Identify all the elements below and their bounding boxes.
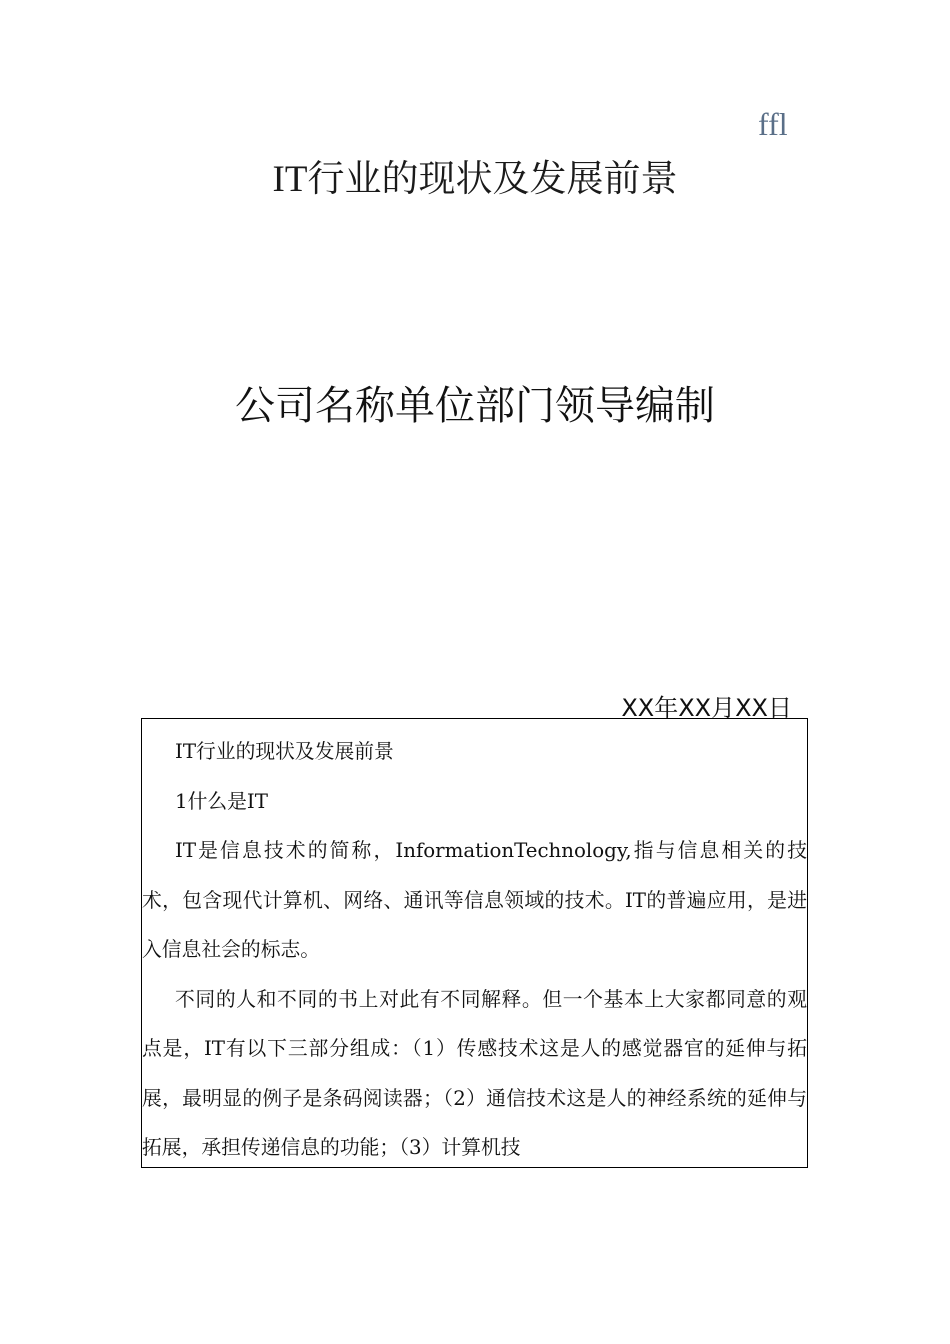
logo-mark: ffl bbox=[758, 106, 788, 142]
body-heading: IT行业的现状及发展前景 bbox=[175, 740, 394, 763]
document-title: IT行业的现状及发展前景 bbox=[272, 159, 678, 200]
section-title: 1什么是IT bbox=[175, 789, 268, 813]
paragraph-it-definition: IT是信息技术的简称，InformationTechnology,指与信息相关的技术，包含现代计算机、网络、通讯等信息领域的技术。IT的普遍应用，是进入信息社会的标志。 bbox=[142, 839, 807, 961]
date-line: XX年XX月XX日 bbox=[621, 694, 792, 722]
content-frame bbox=[141, 718, 808, 1168]
organization-line: 公司名称单位部门领导编制 bbox=[235, 383, 715, 429]
paragraph-it-components: 不同的人和不同的书上对此有不同解释。但一个基本上大家都同意的观点是，IT有以下三部分组成：（1）传感技术这是人的感觉器官的延伸与拓展，最明显的例子是条码阅读器；（2）通信技术这是人的神经系统的延伸与拓展，承担传递信息的功能；（3）计算机技 bbox=[142, 987, 807, 1159]
